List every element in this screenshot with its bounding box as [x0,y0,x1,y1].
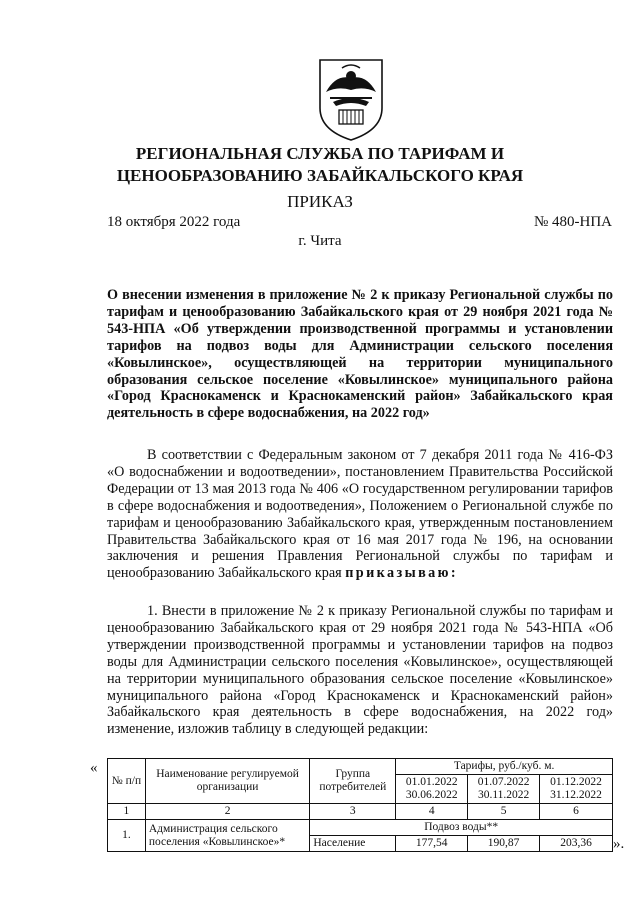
header-organization: Наименование регулируемой организации [145,759,309,804]
preamble-paragraph [107,447,613,582]
row-service: Подвоз воды** [310,820,613,836]
preamble-text: В соответствии с Федеральным законом от 7 декабря 2011 года № 416-ФЗ «О водоснабжении и водоотведении», постановлением Правительства Российской Федерации от 13 мая 2013 года № 406 «О государственном регулировании тарифов в сфере водоснабжения и водоотведения», Положением о Региональной службе по тарифам и ценообразованию Забайкальского края, утвержденным постановлением Правительства Забайкальского края от 16 мая 2017 года № 196, на основании заключения и решения Правления Региональной службы по тарифам и ценообразованию Забайкальского края [107,447,613,582]
table-row [108,820,613,836]
organization-name [0,143,640,187]
period-1-to: 30.06.2022 [405,789,458,801]
column-number: 5 [468,804,540,820]
period-3-from: 01.12.2022 [550,776,602,788]
column-number: 1 [108,804,146,820]
period-2-from: 01.07.2022 [477,776,530,788]
column-number: 4 [396,804,468,820]
period-3-to: 31.12.2022 [550,789,602,801]
period-2-to: 30.11.2022 [477,789,530,801]
tariff-value-1: 177,54 [396,836,468,852]
row-consumer-group: Население [310,836,396,852]
quote-open: « [90,760,98,776]
period-3 [540,775,613,804]
column-number: 6 [540,804,613,820]
column-number-row [108,804,613,820]
order-keyword: приказываю: [345,565,459,582]
period-2 [468,775,540,804]
order-date: 18 октября 2022 года [107,214,241,230]
coat-of-arms-emblem [316,58,386,142]
header-number: № п/п [108,759,146,804]
quote-close: ». [613,836,625,852]
amendment-paragraph: 1. Внести в приложение № 2 к приказу Региональной службы по тарифам и ценообразованию Забайкальского края от 29 ноября 2021 года № 543-НПА «Об утверждении производственной программы и установлении тарифов на подвоз воды для Администрации сельского поселения «Ковылинское», осуществляющей на территории муниципального образования сельское поселение «Ковылинское» муниципального района «Город Краснокаменск и Краснокаменский район» Забайкальского края деятельность в сфере водоснабжения, на 2022 год» изменение, изложив таблицу в следующей редакции: [107,603,613,738]
header-consumer-group: Группа потребителей [310,759,396,804]
organization-name-line2: ЦЕНООБРАЗОВАНИЮ ЗАБАЙКАЛЬСКОГО КРАЯ [116,166,524,185]
tariff-table [107,758,613,852]
tariff-value-3: 203,36 [540,836,613,852]
row-organization: Администрация сельского поселения «Ковылинское»* [145,820,309,852]
row-number: 1. [108,820,146,852]
column-number: 2 [145,804,309,820]
period-1-from: 01.01.2022 [405,776,458,788]
column-number: 3 [310,804,396,820]
order-number: № 480-НПА [533,214,612,230]
order-subject: О внесении изменения в приложение № 2 к приказу Региональной службы по тарифам и ценообразованию Забайкальского края от 29 ноября 2021 года № 543-НПА «Об утверждении производственной программы и установлении тарифов на подвоз воды для Администрации сельского поселения «Ковылинское», осуществляющей на территории муниципального образования сельское поселение «Ковылинское» муниципального района «Город Краснокаменск и Краснокаменский район» Забайкальского края деятельность в сфере водоснабжения, на 2022 год» [107,287,613,422]
city: г. Чита [298,233,342,249]
tariff-value-2: 190,87 [468,836,540,852]
document-type: ПРИКАЗ [287,192,353,211]
organization-name-line1: РЕГИОНАЛЬНАЯ СЛУЖБА ПО ТАРИФАМ И [135,144,505,163]
period-1 [396,775,468,804]
header-tariffs: Тарифы, руб./куб. м. [396,759,613,775]
